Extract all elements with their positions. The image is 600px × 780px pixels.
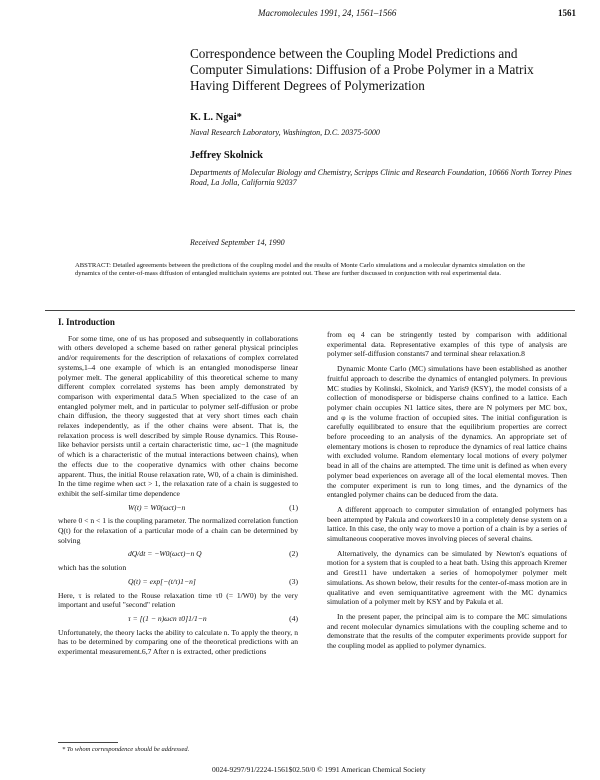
- equation-3-number: (3): [289, 576, 298, 586]
- header-rule: [45, 310, 575, 311]
- author-2-name: Jeffrey Skolnick: [190, 150, 264, 161]
- equation-3-body: Q(t) = exp[−(t/τ)1−n]: [128, 576, 196, 586]
- equation-4: [58, 614, 298, 624]
- equation-2-body: dQ/dt = −W0(ωct)−n Q: [128, 549, 202, 559]
- author-1-affiliation: Naval Research Laboratory, Washington, D.C. 20375-5000: [190, 128, 380, 137]
- right-paragraph-3: A different approach to computer simulation of entangled polymers has been attempted by Pakula and coworkers10 in a completely dense system on a lattice. In this case, the only way to move a portion of a chain is by a series of simultaneous cooperative moves involving pieces of several chains.: [327, 504, 567, 544]
- equation-4-number: (4): [289, 613, 298, 623]
- abstract: ABSTRACT: Detailed agreements between the predictions of the coupling model and the results of Monte Carlo simulations and a molecular dynamics simulation on the dynamics of the center-of-mass diffusion of entangled multichain systems are pointed out. These are further discussed in conjunction with real experimental data.: [75, 262, 525, 278]
- right-column: [327, 330, 567, 651]
- left-paragraph-5: Unfortunately, the theory lacks the ability to calculate n. To apply the theory, n has to be determined by comparing one of the theoretical predictions with an experimental measurement.6,7 After n is extracted, other predictions: [58, 627, 298, 657]
- equation-1-number: (1): [289, 502, 298, 512]
- received-date: Received September 14, 1990: [190, 238, 285, 247]
- paper-title: Correspondence between the Coupling Model Predictions and Computer Simulations: Diffusion of a Probe Polymer in a Matrix Having Different Degrees of Polymerization: [190, 46, 534, 93]
- left-paragraph-3: which has the solution: [58, 563, 127, 573]
- equation-2: [58, 549, 298, 559]
- page-number: 1561: [558, 8, 576, 18]
- right-paragraph-4: Alternatively, the dynamics can be simulated by Newton's equations of motion for a system that is coupled to a heat bath. Using this approach Kremer and Grest11 have undertaken a series of homopolymer polymer melt simulations. As shown below, their results for the center-of-mass motion are in qualitative and even semiquantitative agreement with the MC dynamics simulation of a polymer melt by KSY and by Pakula et al.: [327, 548, 567, 607]
- left-column: [58, 318, 298, 657]
- author-1-name: K. L. Ngai*: [190, 112, 242, 123]
- footnote: * To whom correspondence should be addressed.: [62, 746, 190, 753]
- left-paragraph-1: For some time, one of us has proposed and subsequently in collaborations with others developed a scheme based on rather general physical principles and/or requirements for the description of relaxations of complex correlated systems,1–4 one example of which is an entangled monodisperse linear polymer melt. The general applicability of this theoretical scheme to many different complex correlated systems has been amply demonstrated by comparison with experimental data.5 When specialized to the case of an entangled polymer melt, and in particular to polymer self-diffusion or probe chain diffusion, the theory suggested that at very short times each chain relaxes independently, as if the other chains were absent. That is, the relaxation process is well described by simple Rouse dynamics. This Rouse-like behavior persists until a certain characteristic time, ωc−1 (the magnitude of which is a characteristic of the mutual interactions between chains), when the effects due to the cooperative dynamics with other chains become apparent. Thus, the initial Rouse relaxation rate, W0, of a chain is diminished. In the time regime when ωct > 1, the relaxation rate of a chain is suggested to exhibit the self-similar time dependence: [58, 333, 298, 498]
- right-paragraph-1: from eq 4 can be stringently tested by comparison with additional experimental data. Representative examples of this type of analysis are polymer self-diffusion constants7 and terminal shear relaxation.8: [327, 330, 567, 359]
- equation-4-body: τ = [(1 − n)ωcn τ0]1/1−n: [128, 613, 207, 623]
- footnote-rule: [58, 742, 118, 743]
- equation-3: [58, 577, 298, 587]
- equation-2-number: (2): [289, 549, 298, 559]
- right-paragraph-5: In the present paper, the principal aim is to compare the MC simulations and recent molecular dynamics simulations with the coupling scheme and to demonstrate that the results of the computer experiments provide support for the coupling model as applied to polymer dynamics.: [327, 611, 567, 651]
- equation-1-body: W(t) = W0(ωct)−n: [128, 502, 186, 512]
- left-paragraph-4: Here, τ is related to the Rouse relaxation time τ0 (= 1/W0) by the very important and useful "second" relation: [58, 590, 298, 610]
- section-heading: I. Introduction: [58, 317, 115, 327]
- equation-1: [58, 503, 298, 513]
- left-paragraph-2: where 0 < n < 1 is the coupling parameter. The normalized correlation function Q(t) for the relaxation of a particular mode of a chain can be determined by solving: [58, 516, 298, 545]
- author-2-affiliation: Departments of Molecular Biology and Chemistry, Scripps Clinic and Research Foundation, 10666 North Torrey Pines Road, La Jolla, California 92037: [190, 168, 572, 187]
- copyright-line: 0024-9297/91/2224-1561$02.50/0 © 1991 American Chemical Society: [212, 765, 426, 774]
- right-paragraph-2: Dynamic Monte Carlo (MC) simulations have been established as another fruitful approach to describe the dynamics of entangled polymers. In previous MC studies by Kolinski, Skolnick, and Yaris9 (KSY), the model consists of a collection of monodisperse or bidisperse chains confined to a lattice. Each polymer chain occupies N1 lattice sites, there are N polymers per MC box, and φ is the volume fraction of occupied sites. The initial configuration is carefully equilibrated to ensure that the equilibrium properties are correct before proceeding to an analysis of the dynamics. An appropriate set of elementary motions is chosen to reproduce the dynamics of real lattice chains with excluded volume. Random elementary local motions of every polymer bead in all of the chains are attempted. The time unit is defined as when every polymer bead experiences on average all of the local elemental moves. Then the computer experiment is run to long times, and the dynamics of the entangled polymer chains can be deduced from the data.: [327, 364, 567, 500]
- journal-citation: Macromolecules 1991, 24, 1561–1566: [258, 8, 397, 18]
